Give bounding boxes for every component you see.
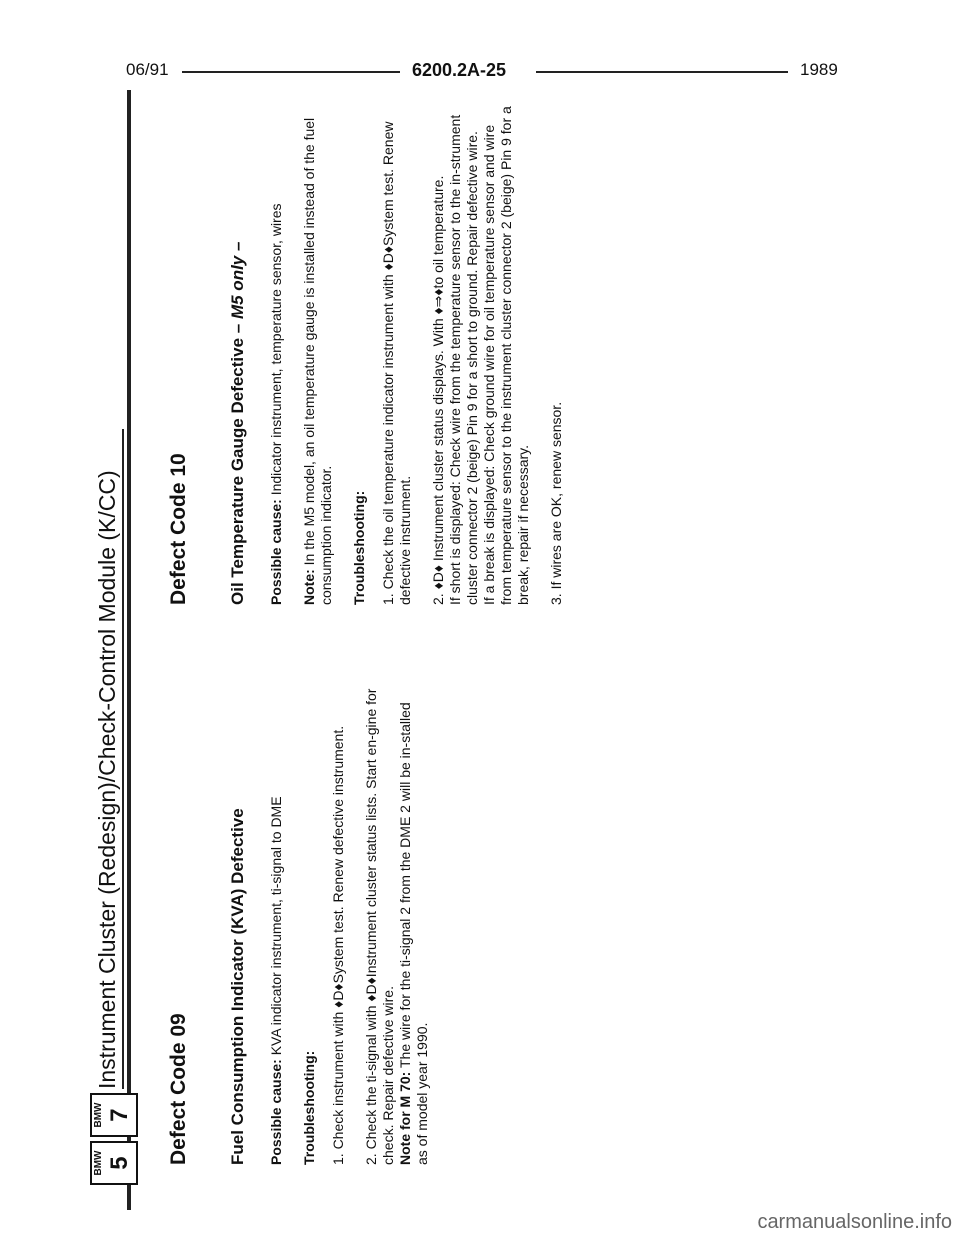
step-1: 1. Check instrument with ♦D♦System test. Renew defective instrument. xyxy=(330,725,346,1165)
m5-note: Note: In the M5 model, an oil temperature gauge is installed instead of the fuel consumption indicator. xyxy=(301,117,334,605)
header-rule-left xyxy=(182,71,400,73)
step-1: 1. Check the oil temperature indicator instrument with ♦D♦System test. Renew defective instrument. xyxy=(380,121,413,605)
step-2: 2. Check the ti-signal with ♦D♦Instrument cluster status lists. Start en-gine for check. Repair defective wire. xyxy=(363,688,396,1165)
step-2-break: If a break is displayed: Check ground wire for oil temperature sensor and wire from temperature sensor to the instrument cluster connector 2 (beige) Pin 9 for a break, repair if necessary. xyxy=(481,106,531,605)
oil-temp-defective-heading: Oil Temperature Gauge Defective – M5 only – xyxy=(228,241,247,605)
defect-code-09-heading: Defect Code 09 xyxy=(167,1013,190,1165)
possible-cause: Possible cause: KVA indicator instrument, ti-signal to DME xyxy=(268,796,284,1165)
rotated-page-body xyxy=(90,85,850,1185)
m70-note: Note for M 70: The wire for the ti-signal 2 from the DME 2 will be in-stalled as of model year 1990. xyxy=(397,702,430,1165)
header-rule-right xyxy=(536,71,788,73)
troubleshooting-label: Troubleshooting: xyxy=(351,490,367,605)
kva-defective-heading: Fuel Consumption Indicator (KVA) Defective xyxy=(228,808,247,1165)
watermark-footer: carmanualsonline.info xyxy=(757,1211,952,1233)
defect-code-09-column xyxy=(167,685,447,1165)
defect-code-10-column xyxy=(167,95,581,605)
page-date: 06/91 xyxy=(126,60,169,79)
title-rule xyxy=(122,429,124,1089)
page-number: 6200.2A-25 xyxy=(412,60,507,80)
possible-cause: Possible cause: Indicator instrument, temperature sensor, wires xyxy=(268,203,284,605)
step-2: 2. ♦D♦ Instrument cluster status displays. With ♦⇒♦to oil temperature. xyxy=(430,175,446,605)
section-title: Instrument Cluster (Redesign)/Check-Control Module (K/CC) xyxy=(94,470,120,1089)
troubleshooting-label: Troubleshooting: xyxy=(301,1050,317,1165)
bmw-logos xyxy=(90,1093,138,1185)
defect-code-10-heading: Defect Code 10 xyxy=(167,453,190,605)
step-3: 3. If wires are OK, renew sensor. xyxy=(548,401,564,605)
step-2-short: If short is displayed: Check wire from the temperature sensor to the in-strument cluster connector 2 (beige) Pin 9 for a short to ground. Repair defective wire. xyxy=(447,114,480,605)
bmw-7-logo: BMW 7 xyxy=(90,1093,138,1137)
page-year: 1989 xyxy=(800,60,838,79)
bmw-5-logo: BMW 5 xyxy=(90,1141,138,1185)
